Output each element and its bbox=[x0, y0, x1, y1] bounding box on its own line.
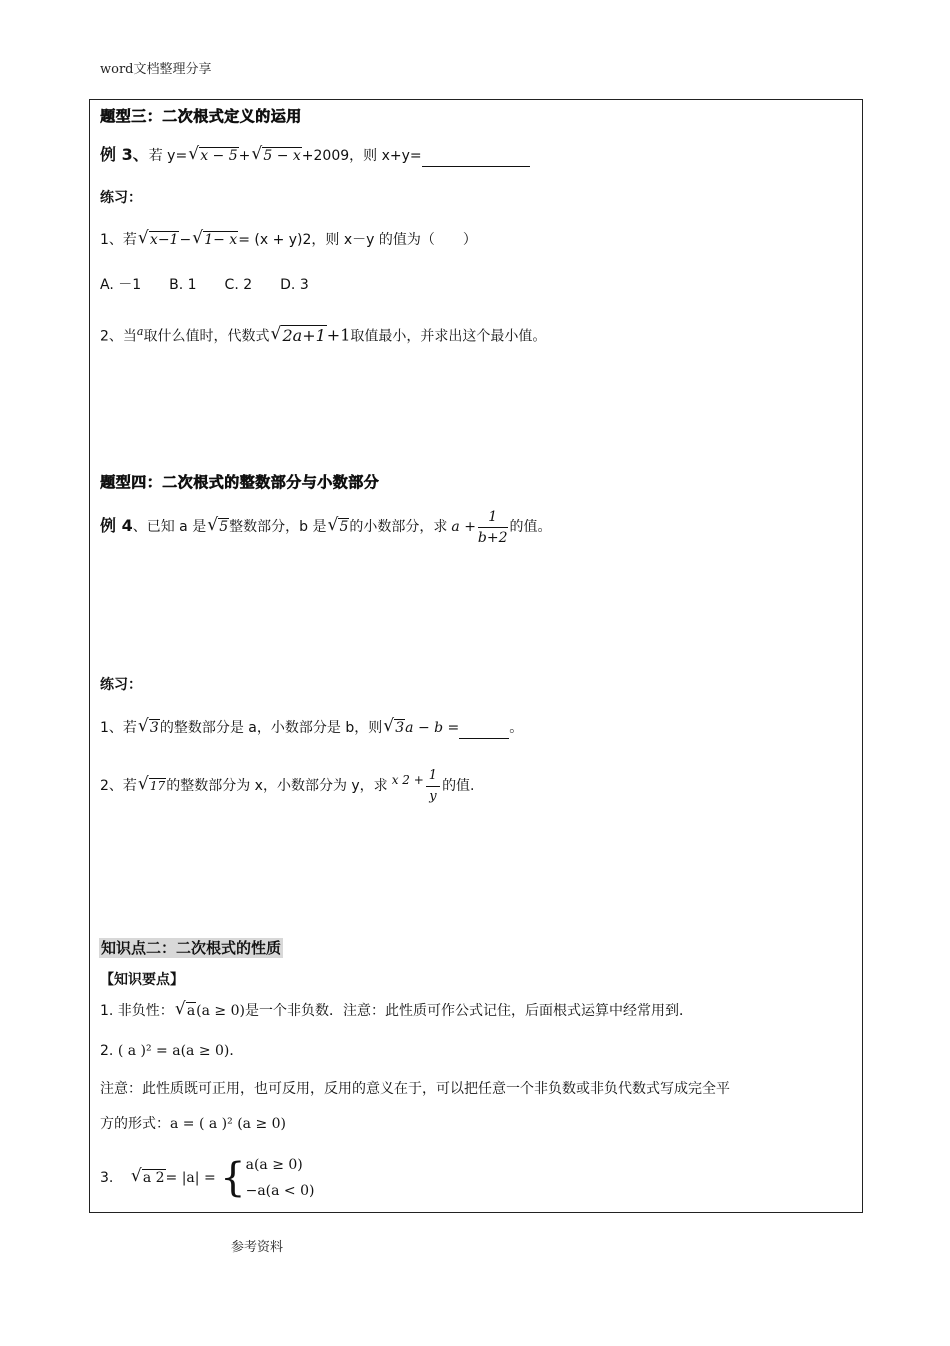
example-4-post: 的值。 bbox=[509, 519, 552, 535]
answer-blank bbox=[422, 146, 530, 167]
sqrt-1-minus-x: √ 1− x bbox=[193, 230, 238, 250]
practice-q2 bbox=[100, 322, 546, 347]
sqrt-x-minus-5: √ x − 5 bbox=[189, 146, 238, 166]
example-4-mid2: 的小数部分，求 bbox=[349, 519, 448, 535]
example-4-pre: 、已知 a 是 bbox=[132, 519, 207, 535]
q2-post: 取值最小，并求出这个最小值。 bbox=[350, 328, 547, 345]
kp1-cond: (a ≥ 0) bbox=[196, 1003, 245, 1019]
note-line2-pre: 方的形式： bbox=[100, 1116, 170, 1132]
section-title-type3: 题型三：二次根式定义的运用 bbox=[100, 107, 302, 125]
p4q1-post: 。 bbox=[509, 720, 524, 736]
fraction-1-over-b-plus-2: $\frac{1}{b+2}$ bbox=[477, 508, 508, 546]
kp3-pre: 3. bbox=[100, 1170, 114, 1186]
knowledge-note-line-2 bbox=[100, 1114, 286, 1134]
q1-mid: = (x + y)2，则 x－y 的值为（ ） bbox=[238, 232, 477, 248]
sqrt-5-a: √ 5 bbox=[208, 507, 229, 547]
sqrt-3: √ 3 bbox=[139, 718, 160, 738]
knowledge-point-2 bbox=[100, 1041, 243, 1061]
page-footer: 参考资料 bbox=[231, 1240, 284, 1255]
p4q1-mid: 的整数部分是 a，小数部分是 b，则 bbox=[159, 720, 383, 736]
practice-4-q1 bbox=[100, 718, 523, 739]
minus-sign: − bbox=[179, 232, 192, 248]
plus-one: +1 bbox=[326, 325, 351, 345]
q1-pre: 1、若 bbox=[100, 232, 137, 248]
p4q2-x2: x 2 + bbox=[391, 773, 424, 787]
knowledge-point-1 bbox=[100, 1001, 693, 1021]
knowledge-title-text: 知识点二：二次根式的性质 bbox=[101, 939, 282, 957]
case-2: −a(a < 0) bbox=[245, 1183, 315, 1199]
practice-q1 bbox=[100, 230, 477, 250]
example-3-pre: 若 y= bbox=[148, 148, 188, 164]
practice-label-1: 练习： bbox=[100, 190, 142, 206]
q1-options: A. －1 B. 1 C. 2 D. 3 bbox=[100, 277, 309, 293]
knowledge-points-label: 【知识要点】 bbox=[100, 972, 184, 988]
sqrt-2a-plus-1: √ 2a+1 bbox=[271, 326, 326, 346]
example-3-post: +2009，则 x+y= bbox=[301, 148, 422, 164]
knowledge-note-line-1: 注意：此性质既可正用，也可反用，反用的意义在于，可以把任意一个非负数或非负代数式写成完全平 bbox=[100, 1081, 730, 1097]
kp1-pre: 1. 非负性： bbox=[100, 1003, 174, 1019]
content-frame bbox=[89, 99, 863, 1213]
p4q1-blank bbox=[459, 718, 509, 739]
p4q2-post: 的值. bbox=[442, 778, 475, 794]
example-4 bbox=[100, 506, 552, 548]
p4q1-pre: 1、若 bbox=[100, 720, 137, 736]
sqrt-a-squared: √ a 2 bbox=[132, 1165, 166, 1191]
left-brace: { bbox=[220, 1155, 246, 1201]
sqrt-5-minus-x: √ 5 − x bbox=[252, 146, 301, 166]
knowledge-point-3 bbox=[100, 1152, 314, 1204]
sqrt-a: √ a bbox=[176, 1001, 196, 1021]
p4q1-expr: a − b = bbox=[405, 720, 460, 736]
case-1: a(a ≥ 0) bbox=[245, 1157, 303, 1173]
example-4-mid1: 整数部分，b 是 bbox=[229, 519, 327, 535]
sqrt-x-minus-1: √ x−1 bbox=[139, 230, 180, 250]
p4q2-pre: 2、若 bbox=[100, 778, 137, 794]
plus-sign: + bbox=[238, 148, 251, 164]
kp2-post: ² = a(a ≥ 0)． bbox=[145, 1043, 244, 1059]
sqrt-17: √ 17 bbox=[139, 766, 166, 806]
q2-mid: 取什么值时，代数式 bbox=[143, 328, 270, 345]
kp1-post: 是一个非负数．注意：此性质可作公式记住，后面根式运算中经常用到． bbox=[244, 1003, 693, 1019]
q2-pre: 2、当 bbox=[100, 328, 137, 345]
kp2-pre: 2. bbox=[100, 1043, 114, 1059]
piecewise-cases bbox=[246, 1152, 315, 1204]
section-title-type4: 题型四：二次根式的整数部分与小数部分 bbox=[100, 473, 380, 491]
page-header: word文档整理分享 bbox=[100, 62, 212, 77]
note-line2-expr: a = ( a )² (a ≥ 0) bbox=[170, 1116, 287, 1132]
sqrt-5-b: √ 5 bbox=[328, 507, 349, 547]
sqrt-3-a: √ 3 bbox=[384, 718, 405, 738]
practice-label-2: 练习： bbox=[100, 677, 142, 693]
p4q2-mid: 的整数部分为 x，小数部分为 y，求 bbox=[166, 778, 388, 794]
practice-4-q2 bbox=[100, 760, 475, 807]
example-4-label: 例 4 bbox=[100, 516, 133, 535]
kp2-expr: ( a ) bbox=[117, 1043, 146, 1059]
example-3 bbox=[100, 145, 530, 167]
q2-var: a bbox=[136, 325, 144, 338]
expr-a-plus: a + bbox=[451, 519, 476, 535]
fraction-1-over-y: $\frac{1}{y}$ bbox=[426, 766, 440, 807]
knowledge-title bbox=[99, 938, 283, 959]
example-3-label: 例 3、 bbox=[100, 145, 149, 164]
kp3-eq: = |a| = bbox=[165, 1170, 216, 1186]
